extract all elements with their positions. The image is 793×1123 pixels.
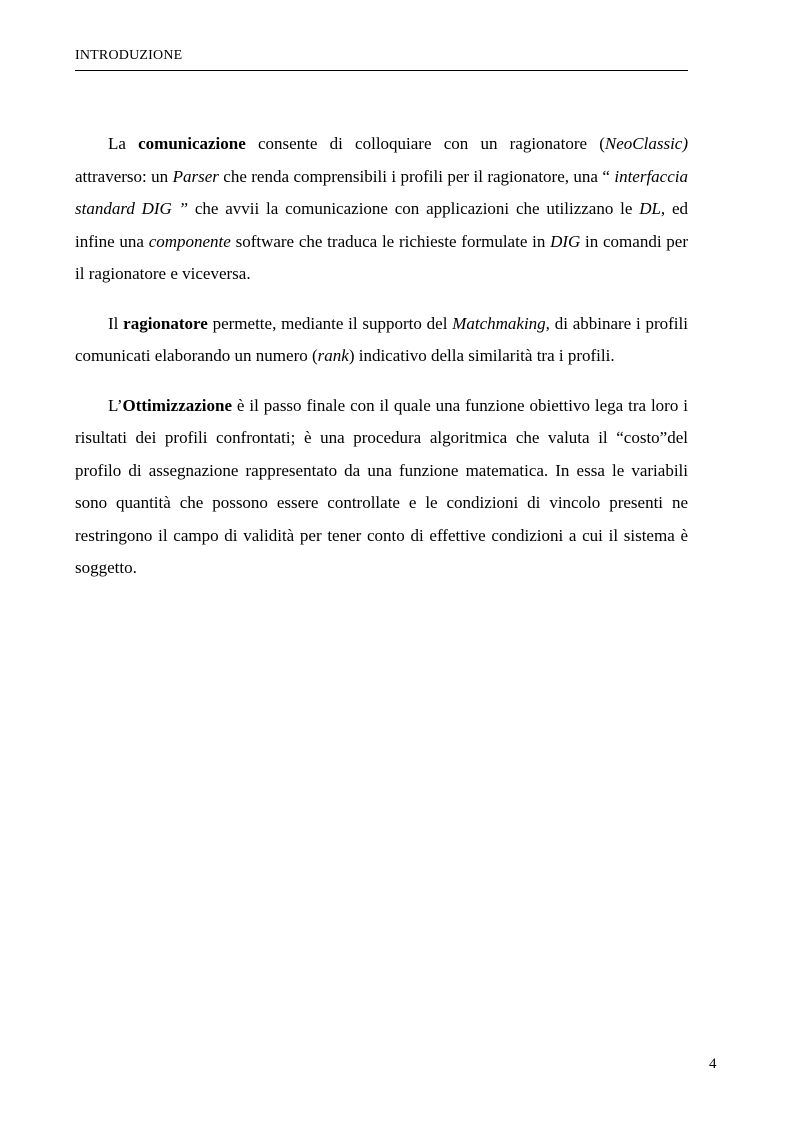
paragraph-ragionatore xyxy=(75,308,688,373)
paragraph-text: di abbinare i profili comunicati elaborando un numero ( xyxy=(75,313,688,365)
italic-term: rank xyxy=(317,346,349,365)
paragraph-text: ed infine una xyxy=(75,199,689,251)
paragraph-comunicazione xyxy=(75,128,688,291)
paragraph-text: Il xyxy=(108,313,124,333)
paragraph-text: attraverso: un xyxy=(75,166,173,186)
paragraph-text: permette, mediante il supporto del xyxy=(207,313,453,333)
paragraph-text: La xyxy=(108,134,139,153)
italic-term: Matchmaking, xyxy=(452,313,550,333)
italic-term: DL, xyxy=(639,199,666,218)
page-number: 4 xyxy=(709,1056,717,1072)
key-term-ottimizzazione: Ottimizzazione xyxy=(122,395,233,415)
italic-term: interfaccia standard DIG ” xyxy=(75,166,688,218)
paragraph-text: che avvii la comunicazione con applicazioni che utilizzano le xyxy=(188,199,640,218)
italic-term: componente xyxy=(148,231,231,251)
paragraph-text: che renda comprensibili i profili per il ragionatore, una “ xyxy=(218,166,615,186)
body-text xyxy=(75,128,688,602)
paragraph-ottimizzazione xyxy=(75,390,688,585)
paragraph-text: software che traduca le richieste formulate in xyxy=(230,231,551,251)
paragraph-text: ) indicativo della similarità tra i profili. xyxy=(348,346,615,365)
italic-term: DIG xyxy=(550,231,581,251)
paragraph-text: in comandi per il ragionatore e viceversa. xyxy=(75,231,688,283)
running-header: INTRODUZIONE xyxy=(75,48,183,63)
header-divider xyxy=(75,70,688,71)
key-term-comunicazione: comunicazione xyxy=(138,134,246,153)
paragraph-text: è il passo finale con il quale una funzione obiettivo lega tra loro i risultati dei profili confrontati; è una procedura algoritmica che valuta il “costo”del profilo di assegnazione rappresentato da una funzione matematica. In essa le variabili sono quantità che possono essere controllate e le condizioni di vincolo presenti ne restringono il campo di validità per tener conto di effettive condizioni a cui il sistema è soggetto. xyxy=(75,395,688,577)
italic-term: Parser xyxy=(172,166,219,186)
paragraph-text: L’ xyxy=(108,395,123,415)
paragraph-text: consente di colloquiare con un ragionatore ( xyxy=(245,134,605,153)
key-term-ragionatore: ragionatore xyxy=(123,313,208,333)
italic-term: NeoClassic) xyxy=(604,134,688,153)
